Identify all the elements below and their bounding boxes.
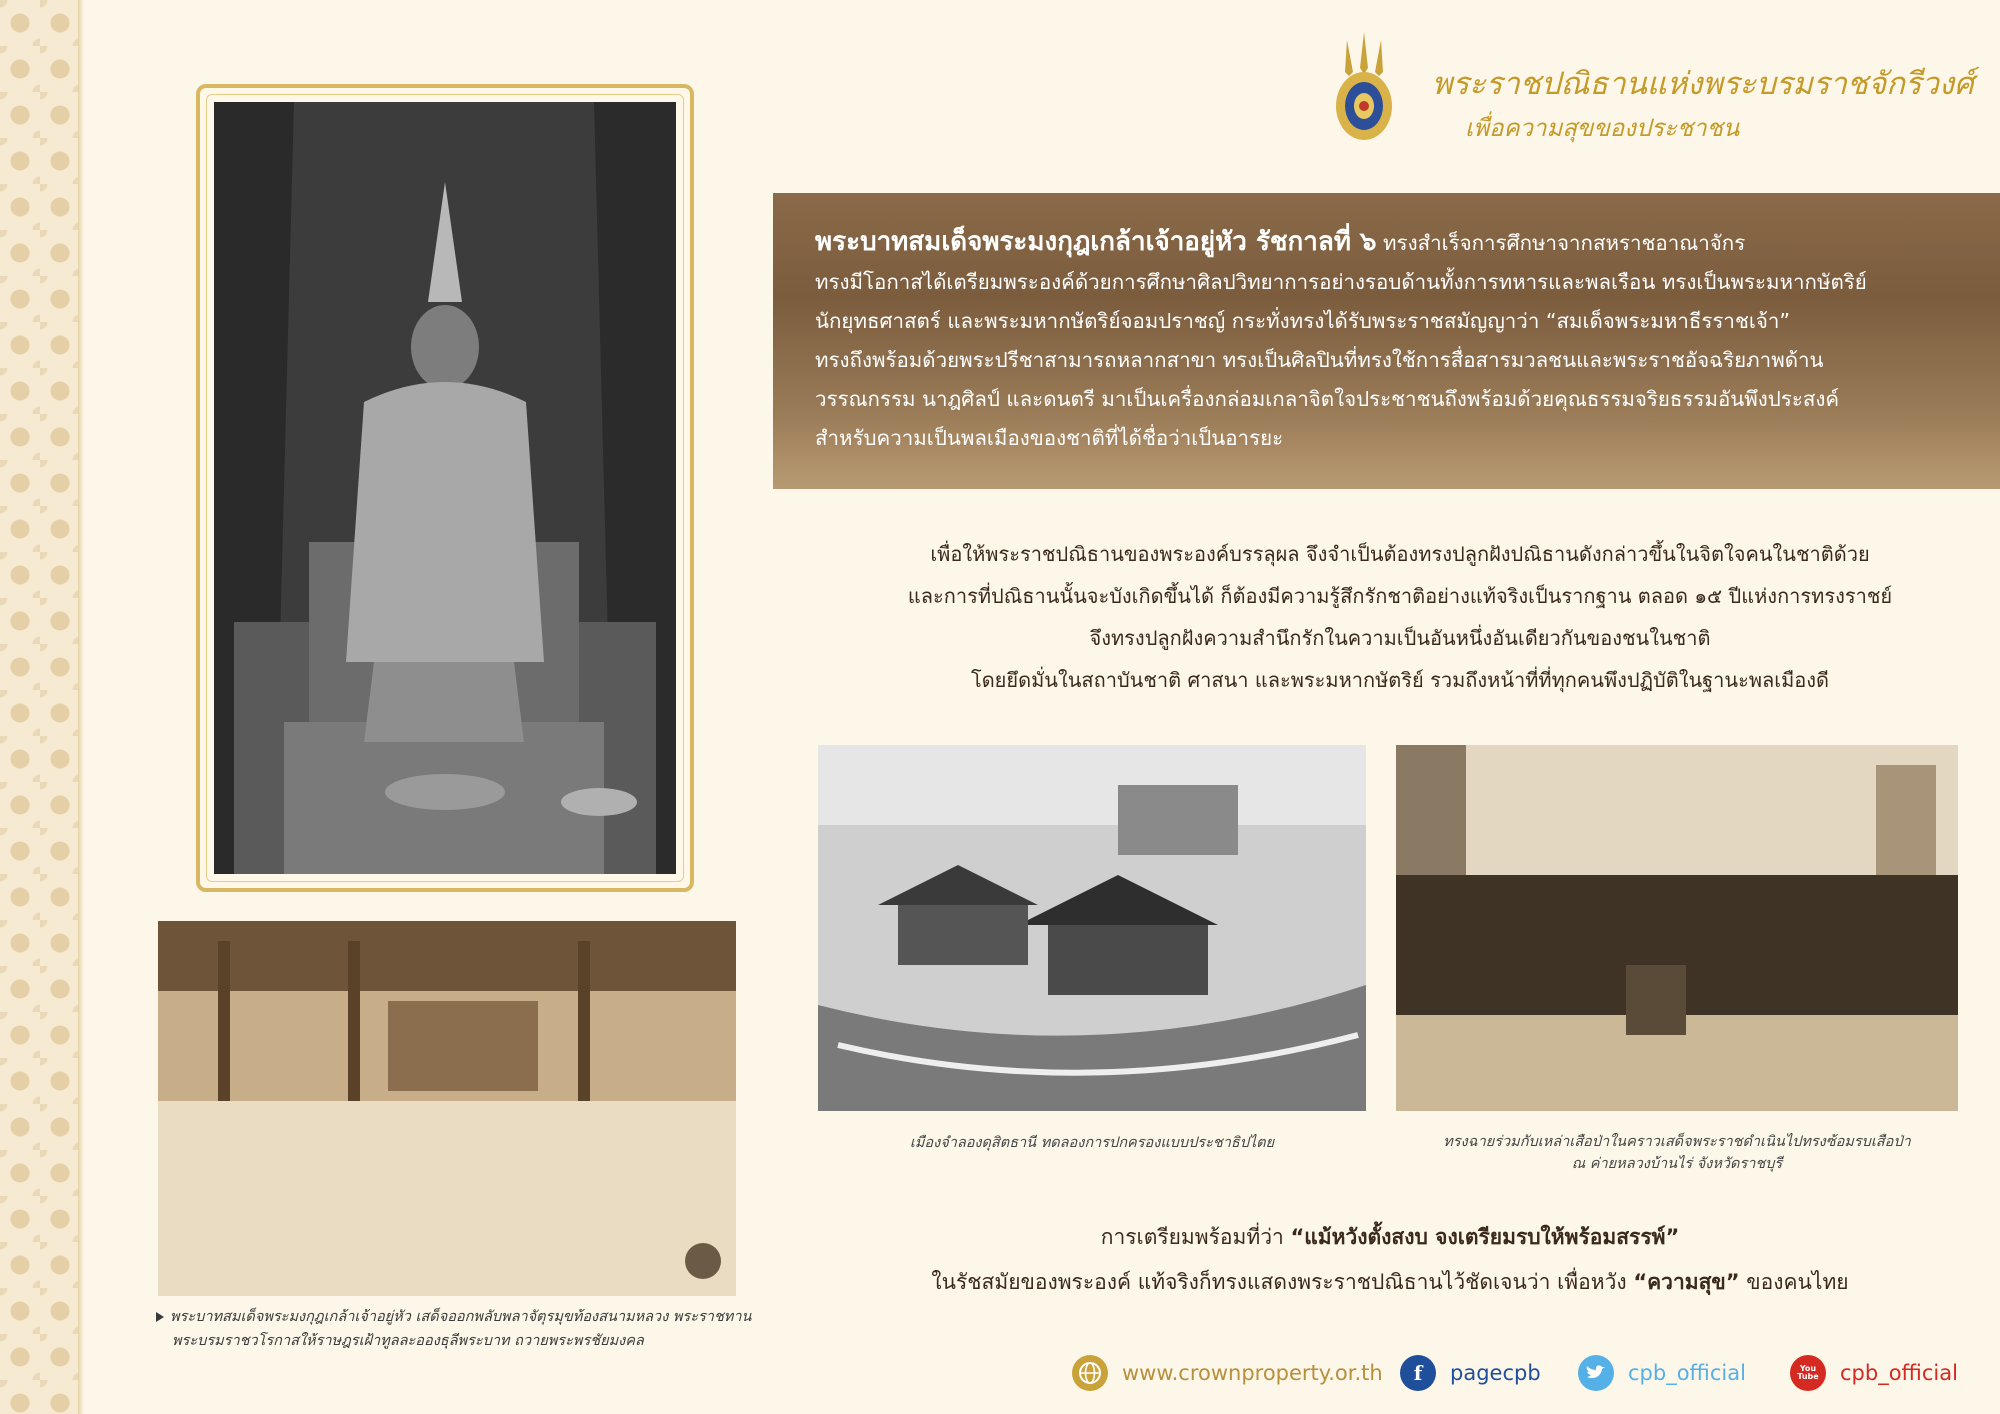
wild-tiger-illustration bbox=[1396, 745, 1958, 1111]
facebook-link[interactable] bbox=[1400, 1355, 1541, 1391]
king-portrait-frame bbox=[196, 84, 694, 892]
closing-line1-pre: การเตรียมพร้อมที่ว่า bbox=[1100, 1225, 1291, 1249]
audience-caption bbox=[156, 1305, 756, 1353]
facebook-label: pagecpb bbox=[1450, 1361, 1541, 1385]
header-subtitle: เพื่อความสุขของประชาชน bbox=[1465, 114, 1740, 142]
twitter-link[interactable] bbox=[1578, 1355, 1746, 1391]
wild-tiger-caption-line2: ณ ค่ายหลวงบ้านไร่ จังหวัดราชบุรี bbox=[1571, 1156, 1783, 1172]
king-portrait-photo bbox=[214, 102, 676, 874]
youtube-label: cpb_official bbox=[1840, 1361, 1958, 1385]
website-label: www.crownproperty.or.th bbox=[1122, 1361, 1383, 1385]
wild-tiger-caption-line1: ทรงฉายร่วมกับเหล่าเสือป่าในคราวเสด็จพระราชดำเนินไปทรงซ้อมรบเสือป่า bbox=[1443, 1134, 1911, 1150]
youtube-icon: You Tube bbox=[1790, 1355, 1826, 1391]
youtube-link[interactable] bbox=[1790, 1355, 1958, 1391]
intro-lead: พระบาทสมเด็จพระมงกุฎเกล้าเจ้าอยู่หัว รัชกาลที่ ๖ bbox=[815, 227, 1377, 257]
body-line2: และการที่ปณิธานนั้นจะบังเกิดขึ้นได้ ก็ต้องมีความรู้สึกรักชาติอย่างแท้จริงเป็นรากฐาน ตลอด ๑๕ ปีแห่งการทรงราชย์ bbox=[907, 584, 1893, 608]
intro-line3: นักยุทธศาสตร์ และพระมหากษัตริย์จอมปราชญ์ กระทั่งทรงได้รับพระราชสมัญญาว่า “สมเด็จพระมหาธีรราชเจ้า” bbox=[815, 309, 1791, 333]
grand-palace-audience-photo bbox=[158, 921, 736, 1296]
closing-happiness: “ความสุข” bbox=[1633, 1270, 1740, 1294]
royal-emblem-icon bbox=[1325, 28, 1403, 146]
audience-caption-line2: พระบรมราชวโรกาสให้ราษฎรเฝ้าทูลละอองธุลีพระบาท ถวายพระพรชัยมงคล bbox=[172, 1333, 644, 1349]
twitter-label: cpb_official bbox=[1628, 1361, 1746, 1385]
closing-line2-pre: ในรัชสมัยของพระองค์ แท้จริงก็ทรงแสดงพระราชปณิธานไว้ชัดเจนว่า เพื่อหวัง bbox=[931, 1270, 1634, 1294]
model-city-caption: เมืองจำลองดุสิตธานี ทดลองการปกครองแบบประชาธิปไตย bbox=[909, 1135, 1275, 1151]
facebook-icon: f bbox=[1400, 1355, 1436, 1391]
triangle-bullet-icon bbox=[156, 1312, 164, 1322]
closing-line2-post: ของคนไทย bbox=[1739, 1270, 1849, 1294]
globe-icon bbox=[1072, 1355, 1108, 1391]
intro-line4: ทรงถึงพร้อมด้วยพระปรีชาสามารถหลากสาขา ทรงเป็นศิลปินที่ทรงใช้การสื่อสารมวลชนและพระราชอัจฉริยภาพด้าน bbox=[815, 348, 1824, 372]
intro-line2: ทรงมีโอกาสได้เตรียมพระองค์ด้วยการศึกษาศิลปวิทยาการอย่างรอบด้านทั้งการทหารและพลเรือน ทรงเป็นพระมหากษัตริย์ bbox=[815, 270, 1867, 294]
model-city-illustration bbox=[818, 745, 1366, 1111]
audience-caption-line1: พระบาทสมเด็จพระมงกุฎเกล้าเจ้าอยู่หัว เสด็จออกพลับพลาจัตุรมุขท้องสนามหลวง พระราชทาน bbox=[170, 1309, 752, 1325]
intro-line5: วรรณกรรม นาฎศิลป์ และดนตรี มาเป็นเครื่องกล่อมเกลาจิตใจประชาชนถึงพร้อมด้วยคุณธรรมจริยธรรมอันพึงประสงค์ bbox=[815, 387, 1840, 411]
body-line3: จึงทรงปลูกฝังความสำนึกรักในความเป็นอันหนึ่งอันเดียวกันของชนในชาติ bbox=[1089, 626, 1711, 650]
body-line4: โดยยึดมั่นในสถาบันชาติ ศาสนา และพระมหากษัตริย์ รวมถึงหน้าที่ที่ทุกคนพึงปฏิบัติในฐานะพลเมืองดี bbox=[970, 668, 1830, 692]
intro-line1: ทรงสำเร็จการศึกษาจากสหราชอาณาจักร bbox=[1376, 231, 1746, 255]
audience-illustration bbox=[158, 921, 736, 1296]
decorative-left-border bbox=[0, 0, 78, 1414]
closing-quote: “แม้หวังตั้งสงบ จงเตรียมรบให้พร้อมสรรพ์” bbox=[1290, 1225, 1680, 1249]
model-city-photo bbox=[818, 745, 1366, 1111]
intro-box bbox=[773, 193, 2000, 489]
body-line1: เพื่อให้พระราชปณิธานของพระองค์บรรลุผล จึงจำเป็นต้องทรงปลูกฝังปณิธานดังกล่าวขึ้นในจิตใจคนในชาติด้วย bbox=[930, 542, 1870, 566]
intro-line6: สำหรับความเป็นพลเมืองของชาติที่ได้ชื่อว่าเป็นอารยะ bbox=[815, 426, 1284, 450]
closing-paragraph bbox=[820, 1215, 1960, 1305]
body-paragraph bbox=[800, 533, 2000, 701]
portrait-illustration bbox=[214, 102, 676, 874]
website-link[interactable] bbox=[1072, 1355, 1383, 1391]
wild-tiger-caption bbox=[1396, 1131, 1958, 1175]
wild-tiger-corps-photo bbox=[1396, 745, 1958, 1111]
twitter-icon bbox=[1578, 1355, 1614, 1391]
header-title: พระราชปณิธานแห่งพระบรมราชจักรีวงศ์ bbox=[1432, 66, 1974, 102]
